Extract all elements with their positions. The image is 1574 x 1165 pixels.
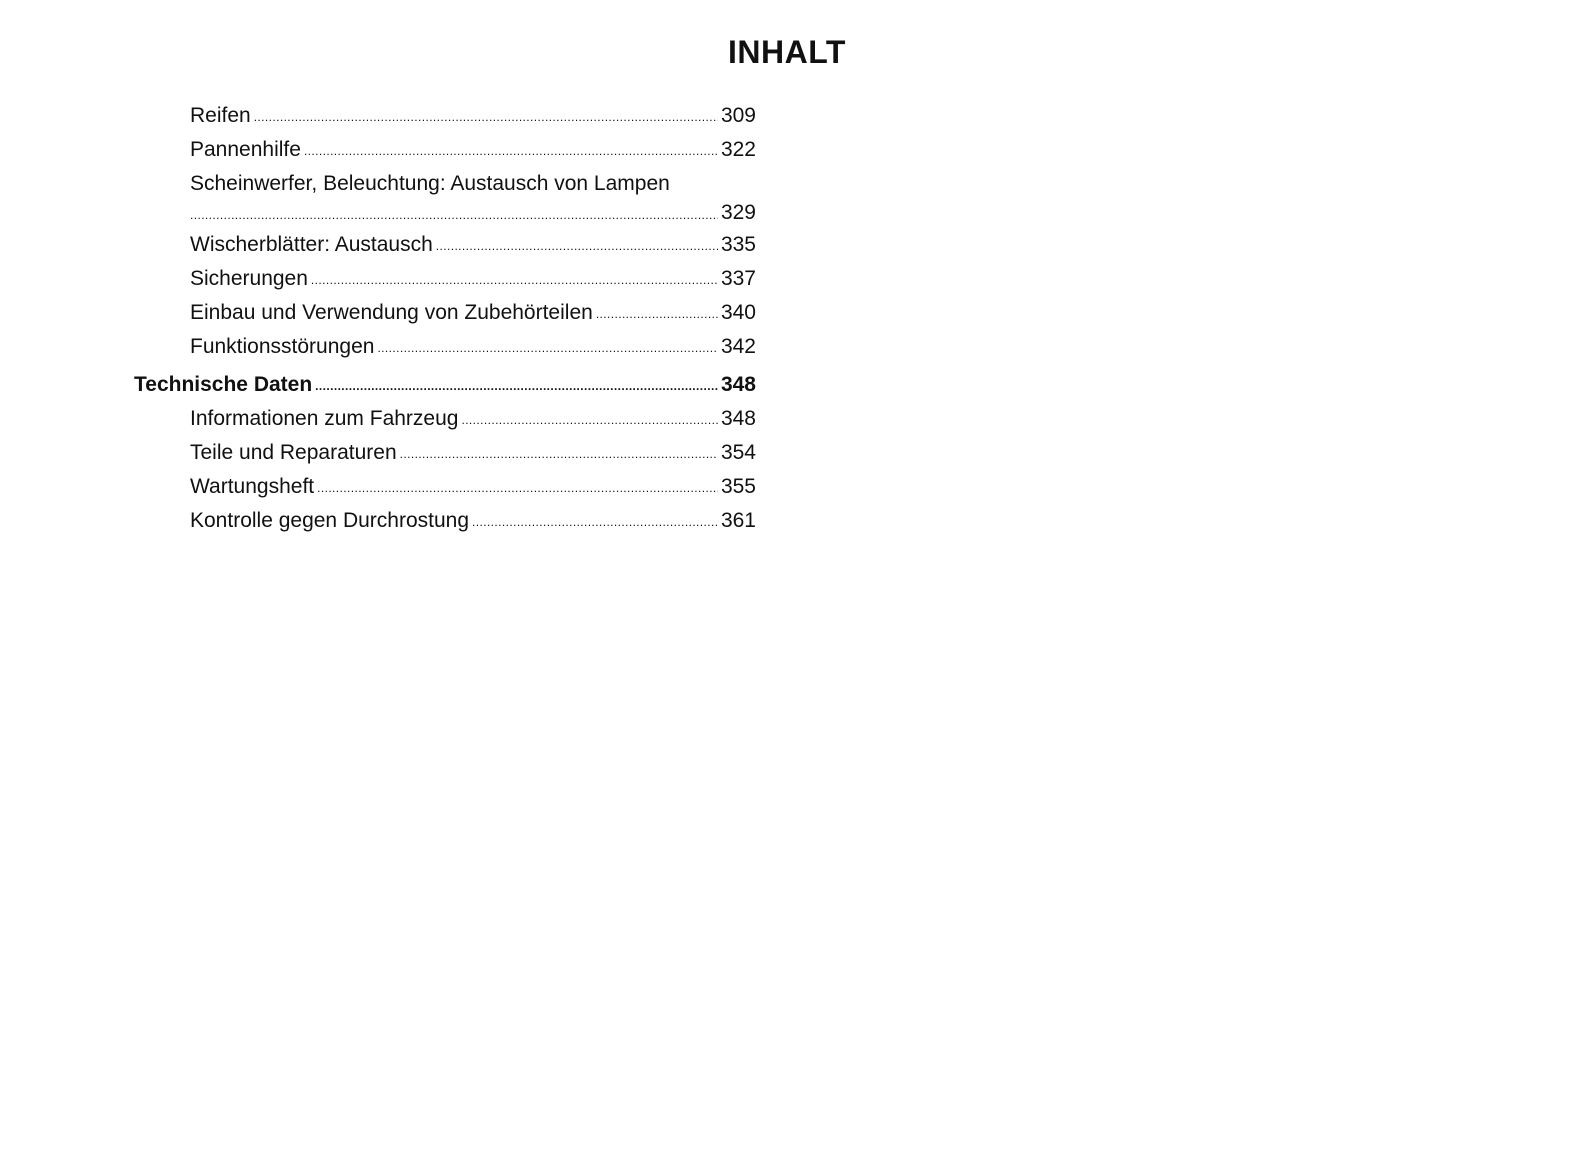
toc-entry-page: 340 <box>720 301 756 324</box>
page-title: INHALT <box>728 34 846 70</box>
dot-leader <box>436 231 718 262</box>
dot-leader <box>472 507 718 538</box>
toc-entry-wartungsheft[interactable] <box>134 471 756 505</box>
toc-entry-durchrostung[interactable] <box>134 505 756 539</box>
dot-leader <box>377 333 718 364</box>
table-of-contents <box>134 100 756 539</box>
dot-leader <box>315 371 718 402</box>
toc-entry-label: Scheinwerfer, Beleuchtung: Austausch von Lampen <box>190 172 670 195</box>
toc-entry-page: 337 <box>720 267 756 290</box>
toc-entry-label: Einbau und Verwendung von Zubehörteilen <box>190 301 593 324</box>
toc-entry-label: Wischerblätter: Austausch <box>190 233 433 256</box>
toc-entry-leader-line <box>134 199 756 229</box>
toc-entry-scheinwerfer[interactable] <box>134 168 756 229</box>
toc-entry-page: 354 <box>720 441 756 464</box>
toc-entry-page: 348 <box>720 373 756 396</box>
toc-entry-page: 355 <box>720 475 756 498</box>
toc-entry-label: Technische Daten <box>134 373 313 396</box>
toc-entry-label: Informationen zum Fahrzeug <box>190 407 459 430</box>
toc-entry-zubehoerteile[interactable] <box>134 297 756 331</box>
dot-leader <box>304 136 718 167</box>
dot-leader <box>461 405 717 436</box>
toc-entry-page: 322 <box>720 138 756 161</box>
toc-entry-page: 361 <box>720 509 756 532</box>
toc-entry-label: Reifen <box>190 104 251 127</box>
dot-leader <box>311 265 718 296</box>
dot-leader <box>596 299 718 330</box>
dot-leader <box>317 473 718 504</box>
toc-entry-page: 348 <box>720 407 756 430</box>
toc-entry-informationen-fahrzeug[interactable] <box>134 403 756 437</box>
toc-entry-wischerblaetter[interactable] <box>134 229 756 263</box>
toc-entry-page: 329 <box>720 201 756 224</box>
toc-entry-label: Teile und Reparaturen <box>190 441 397 464</box>
toc-entry-teile-reparaturen[interactable] <box>134 437 756 471</box>
toc-entry-pannenhilfe[interactable] <box>134 134 756 168</box>
toc-entry-page: 342 <box>720 335 756 358</box>
toc-entry-label: Wartungsheft <box>190 475 315 498</box>
toc-entry-funktionsstoerungen[interactable] <box>134 331 756 365</box>
toc-entry-label: Kontrolle gegen Durchrostung <box>190 509 470 532</box>
toc-entry-label: Sicherungen <box>190 267 308 290</box>
toc-entry-reifen[interactable] <box>134 100 756 134</box>
dot-leader <box>400 439 718 470</box>
toc-entry-sicherungen[interactable] <box>134 263 756 297</box>
toc-entry-technische-daten[interactable] <box>134 369 756 403</box>
toc-entry-label: Funktionsstörungen <box>190 335 375 358</box>
toc-entry-page: 335 <box>720 233 756 256</box>
toc-entry-label: Pannenhilfe <box>190 138 301 161</box>
toc-entry-page: 309 <box>720 104 756 127</box>
dot-leader <box>190 201 718 229</box>
dot-leader <box>254 102 718 133</box>
